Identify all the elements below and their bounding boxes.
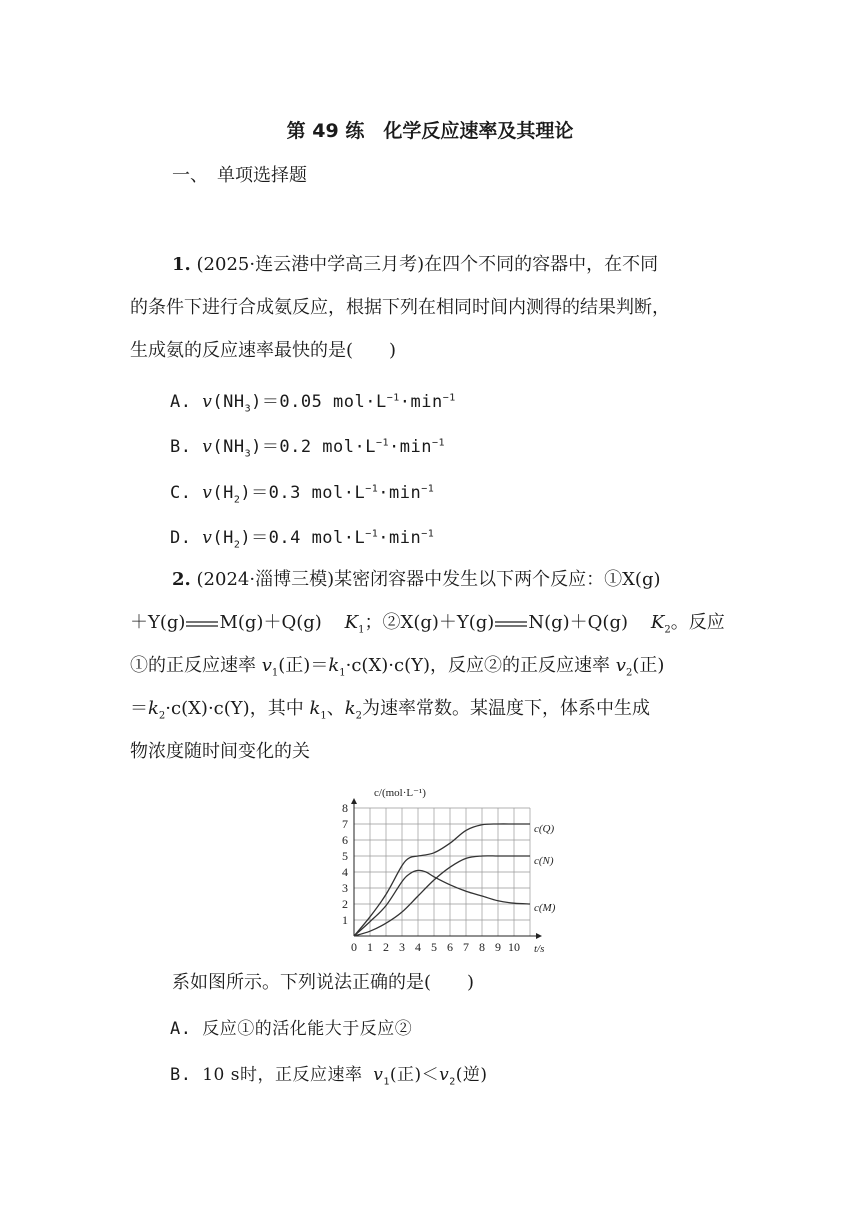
x-tick-label: 0 xyxy=(351,940,357,954)
series-label-q: c(Q) xyxy=(534,823,555,835)
y-tick-label: 1 xyxy=(342,913,348,927)
x-tick-label: 2 xyxy=(383,940,389,954)
y-tick-label: 4 xyxy=(342,865,348,879)
q2-option-b[interactable]: B. 10 s时，正反应速率 $v_1$(正)$<v_2$(逆) xyxy=(170,1065,488,1088)
q2-line3: ①的正反应速率 $v_1$(正)$=k_1\cdot c(X)\cdot c(Y)$，反应②的正反应速率 $v_2$(正) xyxy=(130,655,665,679)
chart-xlabel: t/s xyxy=(534,943,545,955)
section-heading: 一、 单项选择题 xyxy=(172,165,307,186)
y-tick-label: 5 xyxy=(342,849,348,863)
q2-option-a[interactable]: A. 反应①的活化能大于反应② xyxy=(170,1019,413,1039)
y-tick-label: 8 xyxy=(342,801,348,815)
q1-option-d[interactable]: D. $v(H_2)=0.4$ $mol\cdot L^{-1}\cdot\min^{-1}$ xyxy=(170,528,435,551)
y-axis-arrow-icon xyxy=(351,798,357,804)
q1-text-1: (2025·连云港中学高三月考)在四个不同的容器中，在不同 xyxy=(196,254,659,275)
x-tick-label: 6 xyxy=(447,940,453,954)
q1-line3: 生成氨的反应速率最快的是( ) xyxy=(130,340,397,361)
x-tick-label: 10 xyxy=(508,940,520,954)
q1-option-c[interactable]: C. $v(H_2)=0.3$ $mol\cdot L^{-1}\cdot\min^{-1}$ xyxy=(170,483,435,506)
q1-option-a[interactable]: A. $v(NH_3)=0.05$ $mol\cdot L^{-1}\cdot\min^{-1}$ xyxy=(170,392,456,415)
series-line-cn xyxy=(354,856,530,936)
chart-curves xyxy=(354,824,530,936)
q2-line4: $=k_2\cdot c(X)\cdot c(Y)$，其中 $k_1$、$k_2$为速率常数。某温度下，体系中生成 xyxy=(130,698,651,722)
series-label-m: c(M) xyxy=(534,902,556,914)
equilibrium-arrow-icon xyxy=(494,602,528,645)
y-tick-label: 3 xyxy=(342,881,348,895)
chart-ylabel: c/(mol·L⁻¹) xyxy=(374,787,426,799)
x-tick-label: 8 xyxy=(479,940,485,954)
x-axis-arrow-icon xyxy=(536,933,542,939)
x-tick-label: 7 xyxy=(463,940,469,954)
equilibrium-arrow-icon xyxy=(185,602,219,645)
series-line-cq xyxy=(354,824,530,936)
q1-line2: 的条件下进行合成氨反应，根据下列在相同时间内测得的结果判断， xyxy=(130,297,670,318)
page-title: 第 49 练 化学反应速率及其理论 xyxy=(286,120,574,142)
x-tick-label: 5 xyxy=(431,940,437,954)
y-tick-label: 7 xyxy=(342,817,348,831)
q2-line5: 物浓度随时间变化的关 xyxy=(130,741,310,762)
y-tick-label: 6 xyxy=(342,833,348,847)
q1-option-b[interactable]: B. $v(NH_3)=0.2$ $mol\cdot L^{-1}\cdot\min^{-1}$ xyxy=(170,437,446,460)
x-tick-label: 9 xyxy=(495,940,501,954)
x-tick-label: 1 xyxy=(367,940,373,954)
series-label-n: c(N) xyxy=(534,855,554,867)
x-tick-label: 4 xyxy=(415,940,421,954)
y-tick-label: 2 xyxy=(342,897,348,911)
q2-line2: ＋Y(g) M(g)＋Q(g) $K_1$；②X(g)＋Y(g) N(g)＋Q(g) $K_2$。反应 xyxy=(130,601,725,652)
concentration-time-chart xyxy=(330,780,570,960)
q2-line1: 2. (2024·淄博三模)某密闭容器中发生以下两个反应：①X(g) xyxy=(172,569,661,590)
q1-line1 xyxy=(172,243,658,286)
q2-number: 2. xyxy=(172,569,191,590)
chart-axes xyxy=(351,798,542,939)
q2-line6: 系如图所示。下列说法正确的是( ) xyxy=(172,972,475,993)
chart-grid xyxy=(354,808,530,936)
q1-number: 1. xyxy=(172,254,191,275)
x-tick-label: 3 xyxy=(399,940,405,954)
